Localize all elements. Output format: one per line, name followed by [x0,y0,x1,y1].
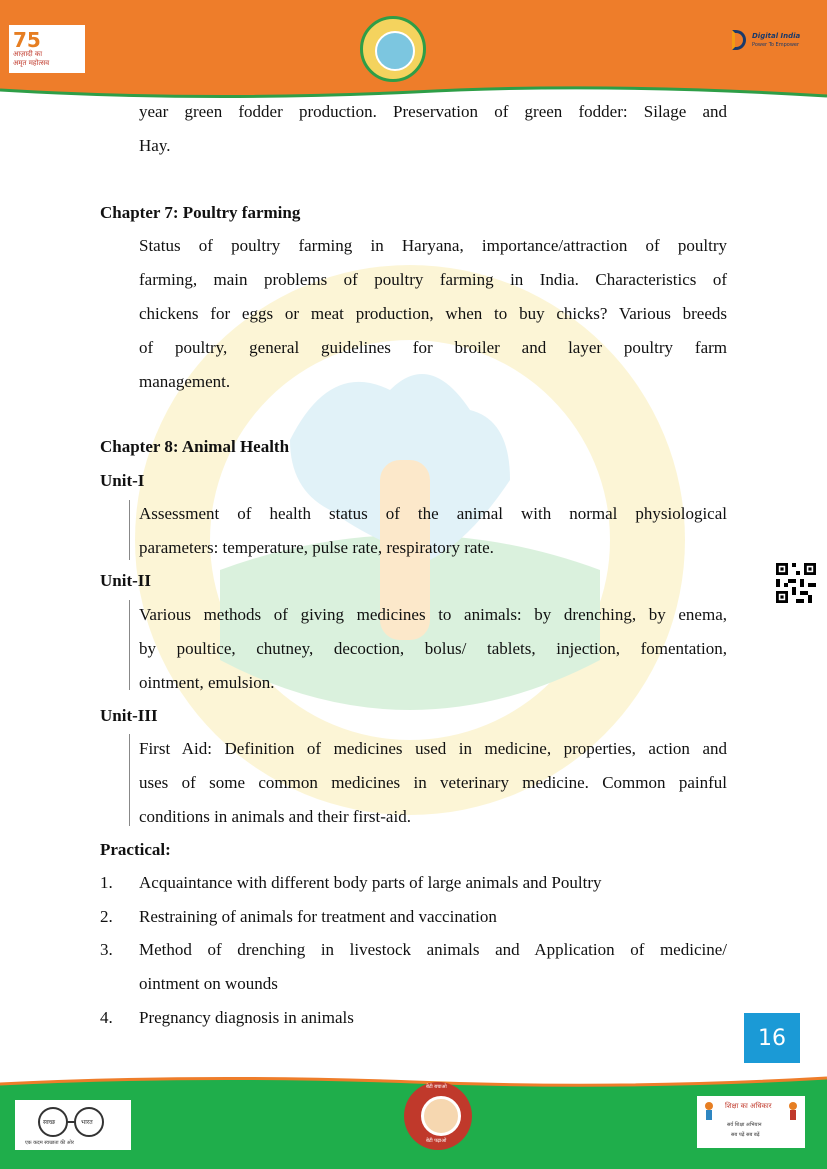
unit-1-margin-line [129,500,130,560]
digital-india-tagline: Power To Empower [752,42,800,48]
list-text: Restraining of animals for treatment and vaccination [139,907,497,926]
azadi-logo-line1: आज़ादी का [13,50,43,58]
board-seal-inner [375,31,415,71]
board-seal-logo [360,16,426,82]
page-footer [0,1074,827,1169]
paragraph-line: Hay. [139,136,171,155]
girl-face-icon [421,1096,461,1136]
list-text-line: Method of drenching in livestock animals and Application of medicine/ [139,940,727,959]
chapter-7-paragraph [139,229,727,399]
paragraph-line: First Aid: Definition of medicines used in medicine, properties, action and [139,739,727,758]
swachh-bharat-logo [15,1100,131,1150]
paragraph-line: chickens for eggs or meat production, when to buy chicks? Various breeds [139,304,727,323]
page-number-badge [744,1013,800,1063]
list-text [139,933,727,1001]
list-number: 1. [100,873,113,892]
paragraph-line: Various methods of giving medicines to animals: by drenching, by enema, [139,605,727,624]
beti-bachao-beti-padhao-logo [404,1082,472,1150]
bharat-word: भारत [81,1119,93,1126]
shiksha-line2: सब पढ़ें सब बढ़ें [731,1132,760,1138]
list-number: 3. [100,940,113,959]
digital-india-mark-icon [732,30,746,50]
paragraph-line: year green fodder production. Preservation of green fodder: Silage and [139,102,727,121]
swachh-word: स्वच्छ [43,1119,56,1126]
unit-2-margin-line [129,600,130,690]
shiksha-line1: सर्व शिक्षा अभियान [727,1122,762,1128]
digital-india-title: Digital India [752,32,801,40]
paragraph-line: ointment, emulsion. [139,673,275,692]
list-text: Pregnancy diagnosis in animals [139,1008,354,1027]
unit-1-heading: Unit-I [100,471,145,490]
azadi-logo-number: 75 [13,28,41,52]
unit-2-paragraph [139,598,727,700]
paragraph-line: by poultice, chutney, decoction, bolus/ tablets, injection, fomentation, [139,639,727,658]
unit-1-paragraph [139,497,727,565]
chapter-8-heading: Chapter 8: Animal Health [100,437,290,456]
unit-2-heading: Unit-II [100,571,152,590]
green-fodder-paragraph [139,95,727,163]
unit-3-margin-line [129,734,130,826]
azadi-logo-line2: अमृत महोत्सव [13,59,50,67]
shiksha-ka-adhikar-logo [697,1096,805,1148]
list-number: 4. [100,1008,113,1027]
list-text: Acquaintance with different body parts of large animals and Poultry [139,873,602,892]
beti-bachao-bottom-text: बेटी पढ़ाओ [426,1138,447,1144]
paragraph-line: uses of some common medicines in veterinary medicine. Common painful [139,773,727,792]
beti-bachao-top-text: बेटी बचाओ [426,1084,447,1090]
paragraph-line: of poultry, general guidelines for broiler and layer poultry farm [139,338,727,357]
paragraph-line: management. [139,372,231,391]
page-number: 16 [758,1025,786,1051]
unit-3-paragraph [139,732,727,834]
chapter-7-heading: Chapter 7: Poultry farming [100,203,301,222]
paragraph-line: conditions in animals and their first-aid. [139,807,411,826]
practical-heading: Practical: [100,840,171,859]
unit-3-heading: Unit-III [100,706,158,725]
paragraph-line: Status of poultry farming in Haryana, importance/attraction of poultry [139,236,727,255]
list-number: 2. [100,907,113,926]
qr-code-icon[interactable] [776,563,816,603]
swachh-tagline: एक कदम स्वच्छता की ओर [25,1140,74,1146]
shiksha-title: शिक्षा का अधिकार [725,1102,772,1110]
digital-india-logo [732,30,804,56]
azadi-ka-amrit-mahotsav-logo [9,25,85,73]
page-header [0,0,827,100]
list-text-line: ointment on wounds [139,974,278,993]
paragraph-line: parameters: temperature, pulse rate, respiratory rate. [139,538,494,557]
paragraph-line: Assessment of health status of the animal with normal physiological [139,504,727,523]
paragraph-line: farming, main problems of poultry farming in India. Characteristics of [139,270,727,289]
